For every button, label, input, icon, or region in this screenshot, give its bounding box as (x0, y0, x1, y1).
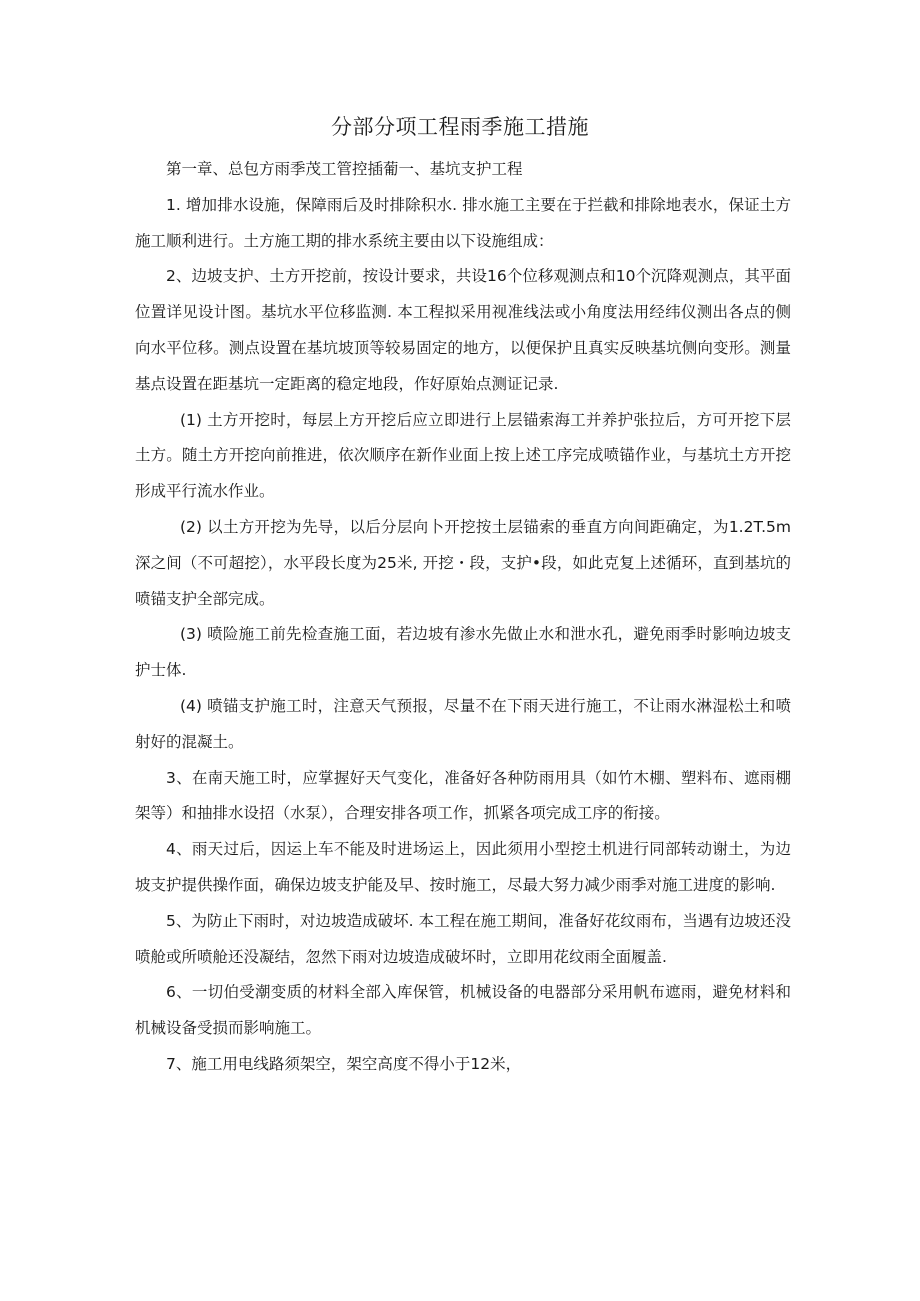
paragraph-7-power-lines: 7、施工用电线路须架空，架空高度不得小于12米， (166, 1054, 522, 1073)
paragraph-2-monitoring: 2、边坡支护、土方开挖前，按设计要求，共设16个位移观测点和10个沉降观测点，其平面位置详见设计图。基坑水平位移监测. 本工程拟采用视准线法或小角度法用经纬仪测出各点的侧向水平位移。测点设置在基坑坡顶等较易固定的地方，以便保护且真实反映基坑侧向变形。测量基点设置在距基坑一定距离的稳定地段，作好原始点测证记录. (135, 267, 791, 393)
paragraph-sub-2-layering: (2) 以土方开挖为先导，以后分层向卜开挖按土层锚索的垂直方向间距确定，为1.2T.5m深之间（不可超挖），水平段长度为25米, 开挖・段，支护•段，如此克复上述循环，直到基坑的喷锚支护全部完成。 (135, 517, 791, 608)
paragraph-sub-1-excavation: (1) 土方开挖时，每层上方开挖后应立即进行上层锚索海工并养护张拉后，方可开挖下层土方。随土方开挖向前推进，依次顺序在新作业面上按上述工序完成喷锚作业，与基坑土方开挖形成平行流水作业。 (135, 410, 791, 501)
chapter-heading-paragraph: 第一章、总包方雨季茂工管控插葡一、基坑支护工程 (166, 160, 523, 178)
paragraph-sub-3-inspection: (3) 喷险施工前先检查施工面，若边坡有渗水先做止水和泄水孔，避免雨季时影响边坡支护士体. (135, 625, 791, 680)
paragraph-1-drainage: 1. 增加排水设施，保障雨后及时排除积水. 排水施工主要在于拦截和排除地表水，保证土方施工顺利进行。土方施工期的排水系统主要由以下设施组成： (135, 195, 791, 250)
document-body (135, 152, 791, 1083)
paragraph-5-slope-protection: 5、为防止下雨时，对边坡造成破坏. 本工程在施工期间，准备好花纹雨布，当遇有边坡还没喷舱或所喷舱还没凝结，忽然下雨对边坡造成破坏时，立即用花纹雨全面履盖. (135, 911, 791, 966)
paragraph-6-material-storage: 6、一切伯受潮变质的材料全部入库保管，机械设备的电器部分采用帆布遮雨，避免材料和机械设备受损而影响施工。 (135, 983, 791, 1038)
paragraph-3-rain-gear: 3、在南天施工时，应掌握好天气变化，准备好各种防雨用具（如竹木棚、塑料布、遮雨棚架等）和抽排水设招（水泵），合理安排各项工作，抓紧各项完成工序的衔接。 (135, 768, 791, 823)
page-title: 分部分项工程雨季施工措施 (331, 115, 589, 139)
paragraph-4-after-rain: 4、雨天过后，因运上车不能及时进场运上，因此须用小型挖土机进行同部转动谢土，为边坡支护提供操作面，确保边坡支护能及早、按时施工，尽最大努力减少雨季对施工进度的影响. (135, 840, 791, 894)
paragraph-sub-4-weather: (4) 喷锚支护施工时，注意天气预报，尽量不在下雨天进行施工，不让雨水淋湿松土和喷射好的混凝土。 (135, 696, 791, 751)
